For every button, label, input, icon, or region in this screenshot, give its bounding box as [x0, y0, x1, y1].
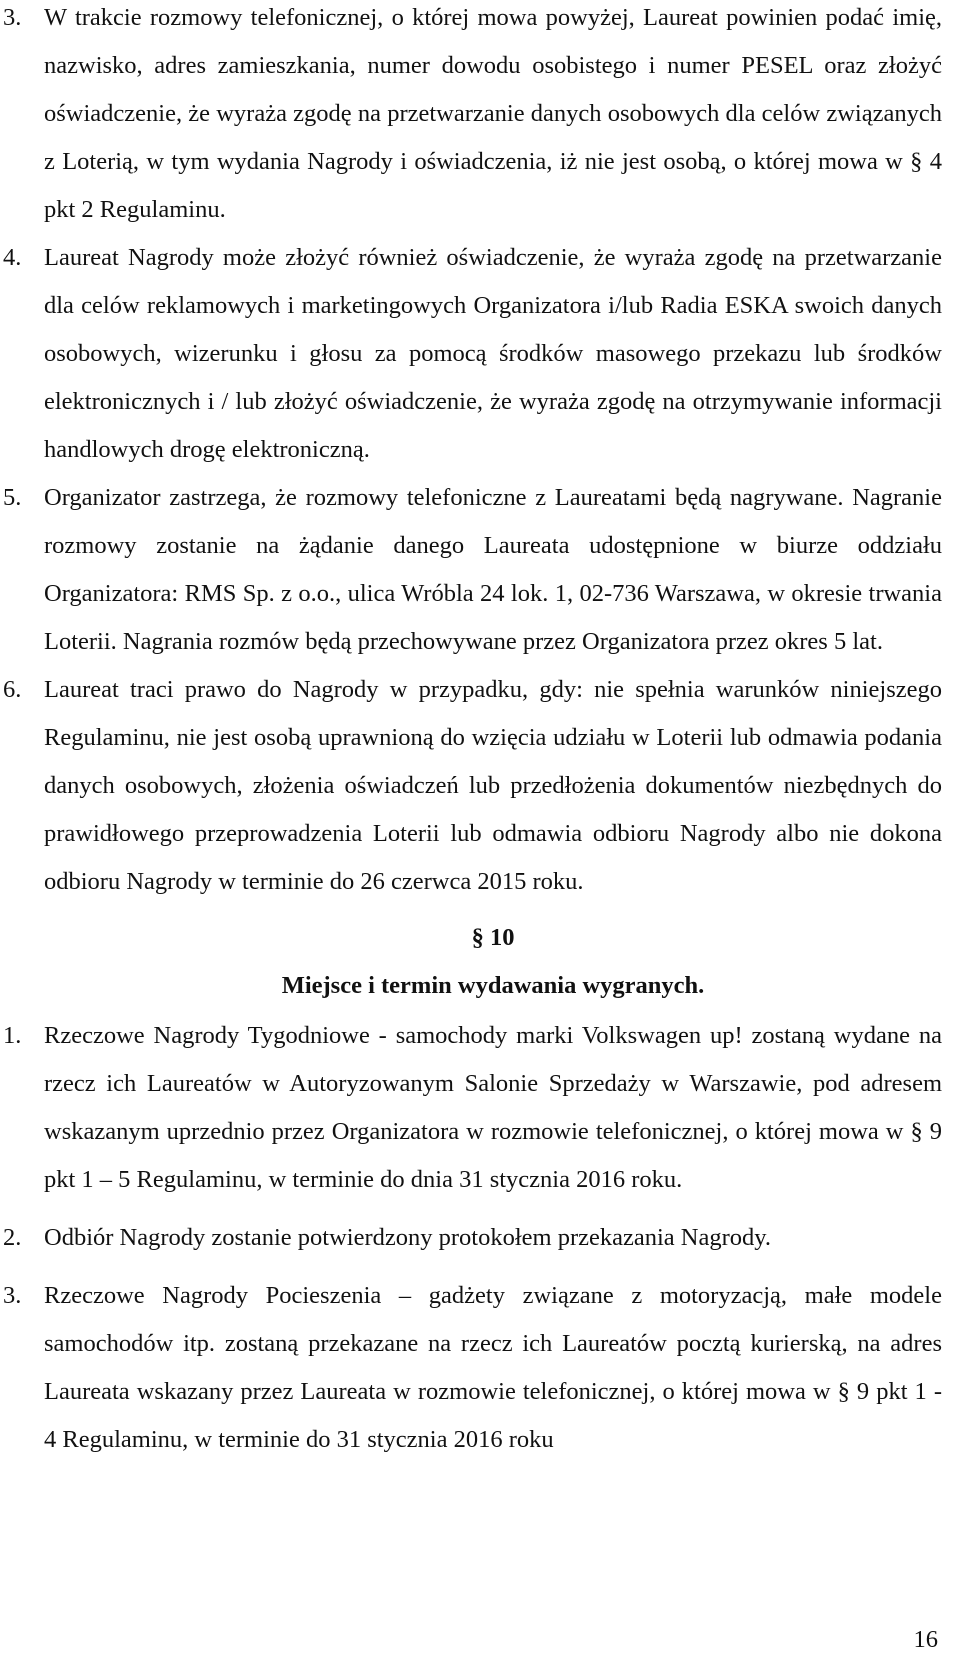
item-number: 5.	[3, 484, 22, 511]
item-number: 3.	[3, 4, 22, 31]
item-number: 2.	[3, 1224, 22, 1251]
item-text: Rzeczowe Nagrody Pocieszenia – gadżety związane z motoryzacją, małe modele samochodów itp. zostaną przekazane na rzecz ich Laureatów pocztą kurierską, na adres Laureata wskazany przez Laureata w rozmowie telefonicznej, o której mowa w § 9 pkt 1 - 4 Regulaminu, w terminie do 31 stycznia 2016 roku	[44, 1282, 942, 1453]
section-number: § 10	[471, 924, 515, 951]
list-item	[0, 0, 960, 234]
item-text: Organizator zastrzega, że rozmowy telefoniczne z Laureatami będą nagrywane. Nagranie rozmowy zostanie na żądanie danego Laureata udostępnione w biurze oddziału Organizatora: RMS Sp. z o.o., ulica Wróbla 24 lok. 1, 02-736 Warszawa, w okresie trwania Loterii. Nagrania rozmów będą przechowywane przez Organizatora przez okres 5 lat.	[44, 484, 942, 655]
item-text: Laureat Nagrody może złożyć również oświadczenie, że wyraża zgodę na przetwarzanie dla celów reklamowych i marketingowych Organizatora i/lub Radia ESKA swoich danych osobowych, wizerunku i głosu za pomocą środków masowego przekazu lub środków elektronicznych i / lub złożyć oświadczenie, że wyraża zgodę na otrzymywanie informacji handlowych drogę elektroniczną.	[44, 244, 942, 463]
item-number: 6.	[3, 676, 22, 703]
page-number: 16	[913, 1626, 938, 1653]
item-text: Laureat traci prawo do Nagrody w przypadku, gdy: nie spełnia warunków niniejszego Regulaminu, nie jest osobą uprawnioną do wzięcia udziału w Loterii lub odmawia podania danych osobowych, złożenia oświadczeń lub przedłożenia dokumentów niezbędnych do prawidłowego przeprowadzenia Loterii lub odmawia odbioru Nagrody albo nie dokona odbioru Nagrody w terminie do 26 czerwca 2015 roku.	[44, 676, 942, 895]
list-item	[0, 666, 960, 906]
item-number: 3.	[3, 1282, 22, 1309]
list-item	[0, 474, 960, 666]
list-item	[0, 234, 960, 474]
list-item	[0, 1214, 960, 1262]
item-text: Rzeczowe Nagrody Tygodniowe - samochody marki Volkswagen up! zostaną wydane na rzecz ich Laureatów w Autoryzowanym Salonie Sprzedaży w Warszawie, pod adresem wskazanym uprzednio przez Organizatora w rozmowie telefonicznej, o której mowa w § 9 pkt 1 – 5 Regulaminu, w terminie do dnia 31 stycznia 2016 roku.	[44, 1022, 942, 1193]
item-number: 1.	[3, 1022, 22, 1049]
list-item	[0, 1012, 960, 1204]
item-text: W trakcie rozmowy telefonicznej, o której mowa powyżej, Laureat powinien podać imię, nazwisko, adres zamieszkania, numer dowodu osobistego i numer PESEL oraz złożyć oświadczenie, że wyraża zgodę na przetwarzanie danych osobowych dla celów związanych z Loterią, w tym wydania Nagrody i oświadczenia, iż nie jest osobą, o której mowa w § 4 pkt 2 Regulaminu.	[44, 4, 942, 223]
item-text: Odbiór Nagrody zostanie potwierdzony protokołem przekazania Nagrody.	[44, 1224, 772, 1251]
section-title: Miejsce i termin wydawania wygranych.	[281, 972, 705, 999]
section-heading	[44, 914, 942, 1010]
item-number: 4.	[3, 244, 22, 271]
list-item	[0, 1272, 960, 1464]
